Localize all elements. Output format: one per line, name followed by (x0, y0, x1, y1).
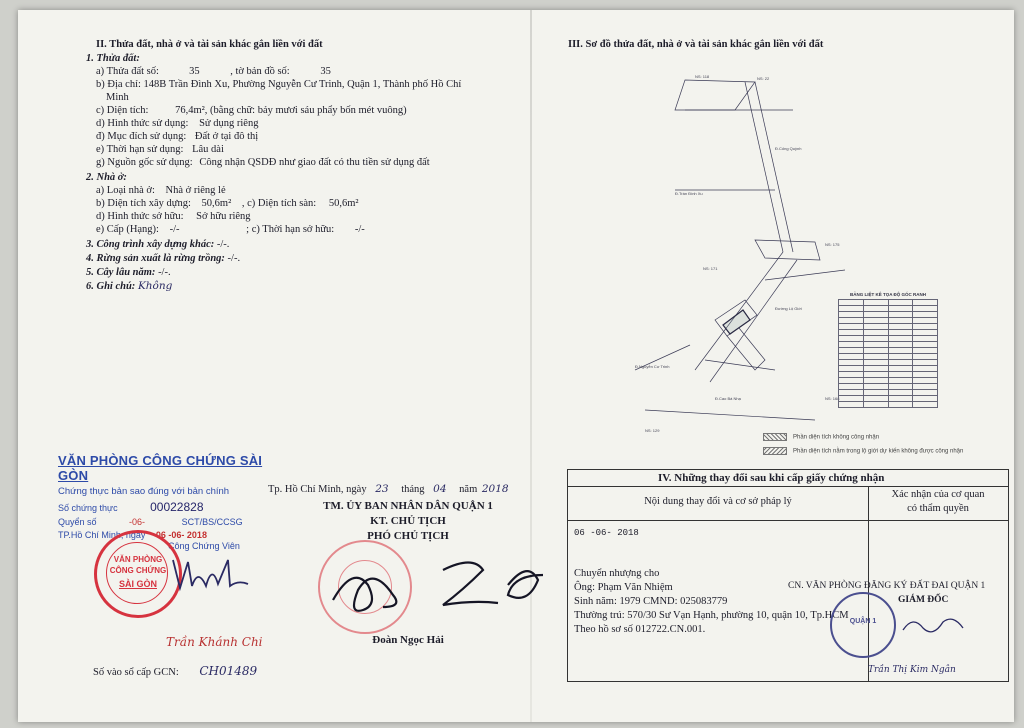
built-area-value: 50,6m² (201, 198, 232, 209)
area-label: c) Diện tích: (96, 105, 149, 116)
changes-title-row (568, 470, 1008, 487)
floor-area-label: , c) Diện tích sàn: (241, 198, 317, 209)
usage-term-row (96, 143, 224, 156)
address-line-1: b) Địa chỉ: 148B Trần Đình Xu, Phường Nguyễn Cư Trinh, Quận 1, Thành phố Hồ Chí (96, 79, 462, 90)
signing-day: 23 (375, 483, 389, 495)
ownership-row (96, 210, 251, 223)
svg-text:NS: 129: NS: 129 (645, 428, 660, 433)
usage-origin-label: g) Nguồn gốc sử dụng: (96, 157, 193, 168)
usage-form-value: Sử dụng riêng (199, 118, 259, 129)
seal-text-name: SÀI GÒN (118, 579, 157, 589)
notary-book-row (58, 517, 278, 527)
perennial-value: -/-. (158, 267, 171, 278)
coordinate-table-title: BẢNG LIỆT KÊ TỌA ĐỘ GÓC RANH (849, 292, 927, 297)
house-type-row (96, 184, 226, 197)
change-date: 06 -06- 2018 (574, 528, 639, 538)
hatch-swatch (763, 433, 787, 441)
official-signer: Đoàn Ngọc Hải (372, 634, 444, 646)
plot-number-value: 35 (189, 66, 200, 77)
registry-seal (830, 592, 896, 658)
signing-year-label: năm (459, 484, 478, 495)
house-type-label: a) Loại nhà ở: (96, 185, 155, 196)
notary-book-label: Quyển số (58, 517, 97, 527)
forest-row (86, 252, 240, 265)
area-row (96, 104, 407, 117)
gcn-label: Số vào sổ cấp GCN: (93, 667, 179, 678)
grade-row (96, 223, 365, 236)
house-type-value: Nhà ở riêng lẻ (165, 185, 226, 196)
registry-signature (898, 610, 968, 640)
hatch-swatch-2 (763, 447, 787, 455)
signing-month-label: tháng (401, 484, 425, 495)
plot-number-label: a) Thửa đất số: (96, 66, 159, 77)
registry-role: GIÁM ĐỐC (898, 595, 949, 605)
usage-term-value: Lâu dài (192, 144, 224, 155)
changes-header-row (568, 486, 1008, 521)
svg-text:NS: 118: NS: 118 (695, 74, 710, 79)
grade-value: -/- (169, 224, 180, 235)
note-row (86, 280, 172, 293)
gcn-value: CH01489 (199, 664, 258, 678)
usage-purpose-value: Đất ở tại đô thị (194, 131, 259, 142)
notary-stamp (58, 453, 278, 551)
land-plot-title: 1. Thửa đất: (86, 53, 140, 64)
ownership-term-value: -/- (354, 224, 365, 235)
usage-term-label: e) Thời hạn sử dụng: (96, 144, 184, 155)
authority-line-1: TM. ỦY BAN NHÂN DÂN QUẬN 1 (323, 500, 493, 512)
seal-text-top: VĂN PHÒNG (113, 555, 163, 564)
signing-month: 04 (433, 483, 447, 495)
map-sheet-value: 35 (320, 66, 331, 77)
ownership-label: d) Hình thức sở hữu: (96, 211, 184, 222)
notary-place: TP.Hồ Chí Minh, ngày (58, 530, 146, 540)
grade-label: e) Cấp (Hạng): (96, 224, 159, 235)
house-title: 2. Nhà ở: (86, 172, 127, 183)
legend-not-recognized-text: Phần diện tích không công nhận (793, 434, 880, 441)
change-line-3: Sinh năm: 1979 CMND: 025083779 (574, 596, 728, 607)
notary-signer: Trần Khánh Chi (166, 635, 263, 649)
signing-year: 2018 (481, 483, 509, 495)
built-area-label: b) Diện tích xây dựng: (96, 198, 191, 209)
ownership-term-label: ; c) Thời hạn sở hữu: (246, 224, 335, 235)
svg-text:Đ.Nguyễn Cư Trinh: Đ.Nguyễn Cư Trinh (635, 364, 670, 369)
changes-col1-header: Nội dung thay đổi và cơ sở pháp lý (644, 496, 792, 507)
registry-seal-text: QUẬN 1 (849, 618, 877, 625)
notary-date-row (58, 530, 278, 540)
registry-signer: Trần Thị Kim Ngân (868, 665, 956, 675)
seal-text-mid: CÔNG CHỨNG (109, 566, 167, 575)
notary-number-value: 00022828 (150, 500, 204, 514)
coordinate-grid (838, 299, 938, 408)
svg-text:Đường Lộ Giới: Đường Lộ Giới (775, 306, 802, 311)
usage-origin-value: Công nhận QSDĐ như giao đất có thu tiền sử dụng đất (199, 157, 430, 168)
changes-col2-header-line1: Xác nhận của cơ quan (891, 489, 985, 500)
certificate-sheet (18, 10, 1014, 722)
section-ii-heading: II. Thửa đất, nhà ở và tài sản khác gắn liền với đất (96, 39, 323, 50)
area-value: 76,4m², (bằng chữ: bảy mươi sáu phẩy bốn mét vuông) (175, 105, 407, 116)
forest-value: -/-. (227, 253, 241, 264)
authority-line-3: PHÓ CHỦ TỊCH (367, 530, 449, 542)
other-works-label: 3. Công trình xây dựng khác: (86, 239, 215, 250)
registry-office: CN. VĂN PHÒNG ĐĂNG KÝ ĐẤT ĐAI QUẬN 1 (788, 581, 986, 591)
section-iii-heading: III. Sơ đồ thửa đất, nhà ở và tài sản khác gắn liền với đất (568, 39, 824, 50)
address-line-2: Minh (106, 92, 129, 103)
notary-book-value: -06- (129, 517, 146, 527)
other-works-value: -/-. (216, 239, 230, 250)
notary-office: VĂN PHÒNG CÔNG CHỨNG SÀI GÒN (58, 453, 263, 483)
notary-role: Công Chứng Viên (168, 541, 240, 551)
changes-title: IV. Những thay đổi sau khi cấp giấy chứng nhận (658, 472, 885, 484)
other-works-row (86, 238, 229, 251)
gcn-row (93, 665, 257, 679)
official-signature (323, 545, 553, 625)
changes-col2-header-line2: có thẩm quyền (907, 503, 969, 514)
svg-text:NS: 168: NS: 168 (825, 396, 840, 401)
perennial-label: 5. Cây lâu năm: (86, 267, 156, 278)
svg-text:NS: 22: NS: 22 (757, 76, 770, 81)
legend-not-recognized (763, 433, 879, 441)
note-value: Không (137, 280, 173, 292)
notary-number-row (58, 500, 278, 514)
usage-purpose-label: đ) Mục đích sử dụng: (96, 131, 187, 142)
notary-signature (168, 550, 258, 600)
legend-road-boundary (763, 447, 963, 455)
svg-text:Đ.Cống Quỳnh: Đ.Cống Quỳnh (775, 146, 802, 151)
svg-text:NS: 175: NS: 175 (825, 242, 840, 247)
notary-certify: Chứng thực bản sao đúng với bản chính (58, 486, 230, 497)
notary-book-suffix: SCT/BS/CCSG (181, 517, 243, 527)
usage-form-label: d) Hình thức sử dụng: (96, 118, 189, 129)
forest-label: 4. Rừng sản xuất là rừng trồng: (86, 253, 225, 264)
change-line-4: Thường trú: 570/30 Sư Vạn Hạnh, phường 10, quận 10, Tp.HCM (574, 610, 849, 621)
usage-purpose-row (96, 130, 258, 143)
ownership-value: Sở hữu riêng (196, 211, 251, 222)
change-line-5: Theo hồ sơ số 012722.CN.001. (574, 624, 706, 635)
legend-road-boundary-text: Phần diện tích nằm trong lộ giới dự kiến không được công nhận (793, 448, 964, 455)
floor-area-value: 50,6m² (328, 198, 359, 209)
svg-text:NS: 171: NS: 171 (703, 266, 718, 271)
svg-text:Đ.Trần Đình Xu: Đ.Trần Đình Xu (675, 191, 703, 196)
note-label: 6. Ghi chú: (86, 281, 136, 292)
authority-line-2: KT. CHỦ TỊCH (370, 515, 446, 527)
house-area-row (96, 197, 359, 210)
plot-number-row (96, 65, 331, 78)
notary-number-label: Số chứng thực (58, 503, 118, 513)
svg-text:Đ.Cao Bá Nhạ: Đ.Cao Bá Nhạ (715, 396, 741, 401)
change-line-2: Ông: Phạm Văn Nhiệm (574, 582, 673, 593)
map-sheet-label: , tờ bản đồ số: (230, 66, 290, 77)
usage-origin-row (96, 156, 430, 169)
signing-date-row (268, 483, 509, 496)
usage-form-row (96, 117, 258, 130)
changes-table (567, 469, 1009, 682)
perennial-row (86, 266, 171, 279)
signing-date-prefix: Tp. Hồ Chí Minh, ngày (268, 484, 367, 495)
change-line-1: Chuyển nhượng cho (574, 568, 660, 579)
notary-date: 06 -06- 2018 (155, 530, 207, 540)
coordinate-table (838, 292, 938, 408)
